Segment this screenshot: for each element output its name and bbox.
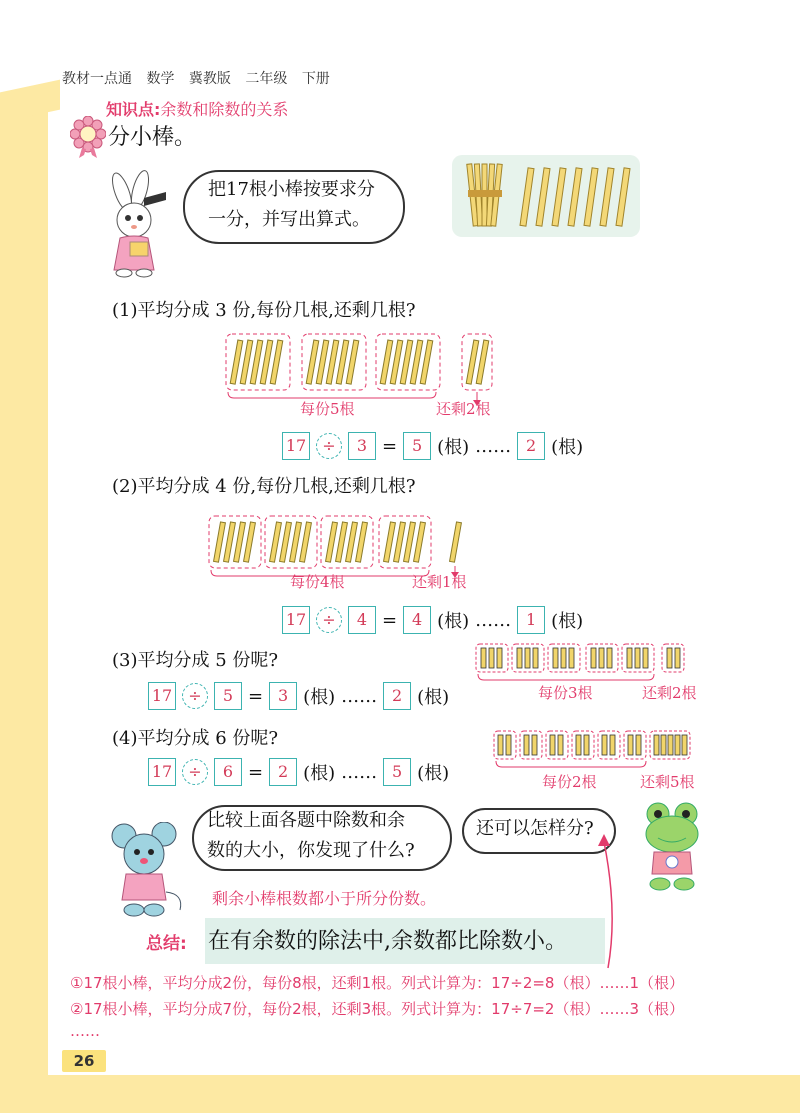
question-4-sticks-diagram (490, 727, 700, 771)
frog-speech-text: 还可以怎样分? (476, 818, 594, 839)
question-1-group-label: 每份5根 (300, 400, 355, 418)
header-series: 教材一点通 (62, 71, 132, 87)
summary-label: 总结: (146, 934, 187, 954)
question-2-group-label: 每份4根 (290, 573, 345, 591)
dividend-box: 17 (282, 432, 310, 460)
page-number: 26 (73, 1052, 95, 1070)
remainder-box: 2 (517, 432, 545, 460)
knowledge-point-label: 知识点: (106, 100, 161, 119)
page-edge-decoration (0, 95, 48, 1113)
question-2-remain-label: 还剩1根 (412, 573, 467, 591)
question-3-remain-label: 还剩2根 (642, 684, 697, 702)
question-3-prompt: (3)平均分成 5 份呢? (112, 650, 279, 671)
remainder-box: 1 (517, 606, 545, 634)
section-title: 分小棒。 (108, 125, 197, 150)
answer-line-3: …… (70, 1022, 100, 1040)
mouse-speech-line: 比较上面各题中除数和余 (207, 810, 405, 831)
unit-label: (根) (437, 611, 470, 632)
ellipsis: …… (341, 761, 378, 783)
unit-label: (根) (551, 611, 584, 632)
rosette-icon (70, 116, 106, 158)
equals-sign: = (382, 609, 398, 631)
remainder-box: 2 (383, 682, 411, 710)
unit-label: (根) (303, 763, 336, 784)
divisor-box: 5 (214, 682, 242, 710)
question-3-group-label: 每份3根 (538, 684, 593, 702)
equals-sign: = (248, 761, 264, 783)
ellipsis: …… (475, 609, 512, 631)
unit-label: (根) (437, 437, 470, 458)
equals-sign: = (248, 685, 264, 707)
rabbit-speech-text (208, 175, 375, 235)
mouse-speech-text (207, 806, 415, 866)
summary-text: 在有余数的除法中,余数都比除数小。 (208, 929, 567, 954)
question-1-prompt: (1)平均分成 3 份,每份几根,还剩几根? (112, 300, 416, 321)
answer-line-1: ①17根小棒，平均分成2份，每份8根，还剩1根。列式计算为：17÷2=8（根）……1（根） (70, 974, 685, 992)
ellipsis: …… (341, 685, 378, 707)
divisor-box: 3 (348, 432, 376, 460)
quotient-box: 5 (403, 432, 431, 460)
frog-character-illustration (634, 800, 714, 894)
operator-circle: ÷ (182, 759, 208, 785)
page-corner-decoration (0, 80, 60, 123)
quotient-box: 2 (269, 758, 297, 786)
header-grade: 二年级 (245, 71, 288, 87)
question-4-prompt: (4)平均分成 6 份呢? (112, 728, 279, 749)
knowledge-point (106, 97, 288, 120)
unit-label: (根) (303, 687, 336, 708)
question-4-group-label: 每份2根 (542, 773, 597, 791)
operator-circle: ÷ (316, 433, 342, 459)
mouse-speech-line: 数的大小，你发现了什么? (207, 840, 415, 861)
question-4-remain-label: 还剩5根 (640, 773, 695, 791)
page-bottom-decoration (0, 1075, 800, 1113)
ellipsis: …… (475, 435, 512, 457)
unit-label: (根) (417, 763, 450, 784)
question-3-sticks-diagram (472, 640, 692, 684)
mouse-character-illustration (108, 822, 190, 922)
rabbit-speech-line: 一分，并写出算式。 (208, 209, 370, 230)
rabbit-teacher-illustration (100, 170, 180, 280)
book-header (62, 68, 340, 88)
quotient-box: 4 (403, 606, 431, 634)
finding-text: 剩余小棒根数都小于所分份数。 (212, 889, 437, 908)
operator-circle: ÷ (316, 607, 342, 633)
sticks-bundle-icon (462, 160, 632, 232)
question-1-remain-label: 还剩2根 (436, 400, 491, 418)
divisor-box: 6 (214, 758, 242, 786)
equals-sign: = (382, 435, 398, 457)
dividend-box: 17 (148, 682, 176, 710)
operator-circle: ÷ (182, 683, 208, 709)
remainder-box: 5 (383, 758, 411, 786)
knowledge-point-value: 余数和除数的关系 (160, 100, 289, 119)
question-1-equation (282, 432, 589, 460)
header-subject: 数学 (146, 71, 175, 87)
rabbit-speech-line: 把17根小棒按要求分 (208, 179, 375, 200)
divisor-box: 4 (348, 606, 376, 634)
header-edition: 冀教版 (188, 71, 231, 87)
header-volume: 下册 (301, 71, 330, 87)
dividend-box: 17 (148, 758, 176, 786)
question-4-equation (148, 758, 455, 786)
quotient-box: 3 (269, 682, 297, 710)
unit-label: (根) (551, 437, 584, 458)
question-2-equation (282, 606, 589, 634)
question-3-equation (148, 682, 455, 710)
dividend-box: 17 (282, 606, 310, 634)
unit-label: (根) (417, 687, 450, 708)
question-2-prompt: (2)平均分成 4 份,每份几根,还剩几根? (112, 476, 416, 497)
answer-line-2: ②17根小棒，平均分成7份，每份2根，还剩3根。列式计算为：17÷7=2（根）……3（根） (70, 1000, 685, 1018)
